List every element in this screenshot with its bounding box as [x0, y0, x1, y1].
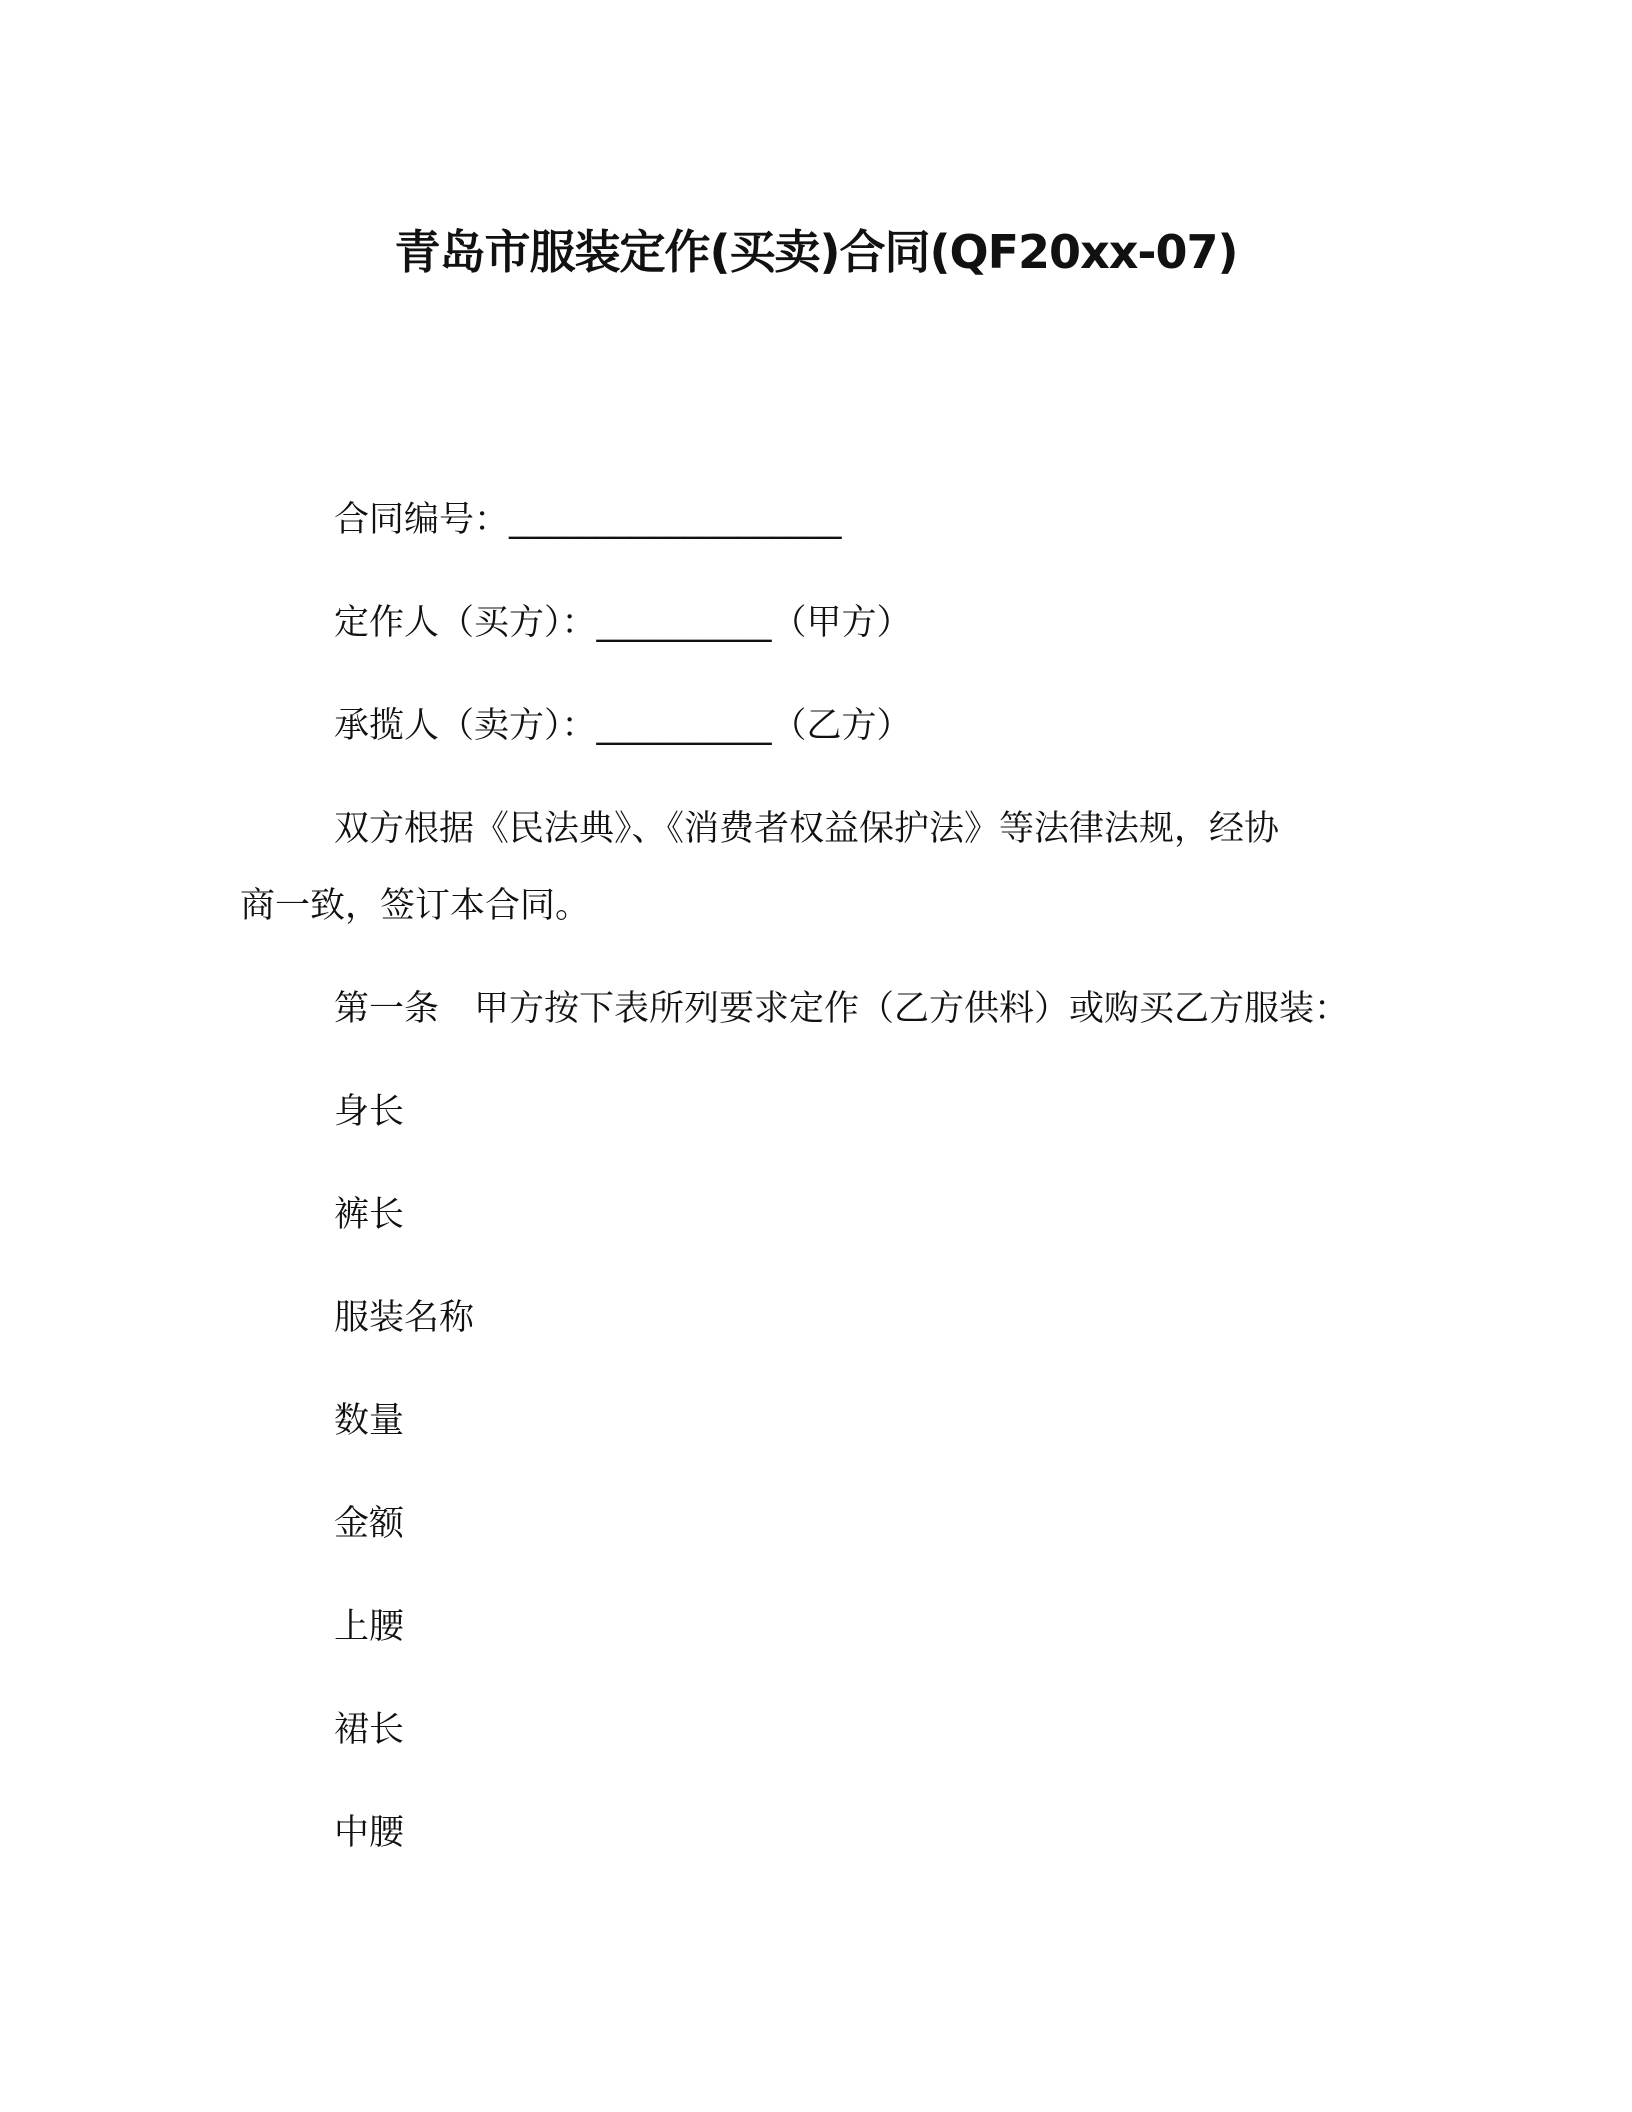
seller-line: 承揽人（卖方）：__________（乙方）: [334, 706, 912, 746]
item-label: 数量: [334, 1401, 405, 1441]
item-label: 身长: [334, 1092, 405, 1132]
item-label: 服装名称: [334, 1298, 475, 1338]
intro-paragraph-line1: 双方根据《民法典》、《消费者权益保护法》等法律法规，经协: [334, 809, 1280, 849]
buyer-line: 定作人（买方）：__________（甲方）: [334, 603, 912, 643]
item-label: 裤长: [334, 1195, 405, 1235]
item-label: 中腰: [334, 1813, 405, 1853]
item-label: 金额: [334, 1504, 405, 1544]
item-label: 上腰: [334, 1607, 405, 1647]
document-title: 青岛市服装定作(买卖)合同(QF20xx-07): [394, 225, 1238, 279]
contract-number-line: 合同编号：___________________: [334, 500, 842, 540]
intro-paragraph-line2: 商一致，签订本合同。: [240, 886, 591, 926]
item-label: 裙长: [334, 1710, 405, 1750]
article-1-heading: 第一条 甲方按下表所列要求定作（乙方供料）或购买乙方服装：: [334, 989, 1350, 1029]
